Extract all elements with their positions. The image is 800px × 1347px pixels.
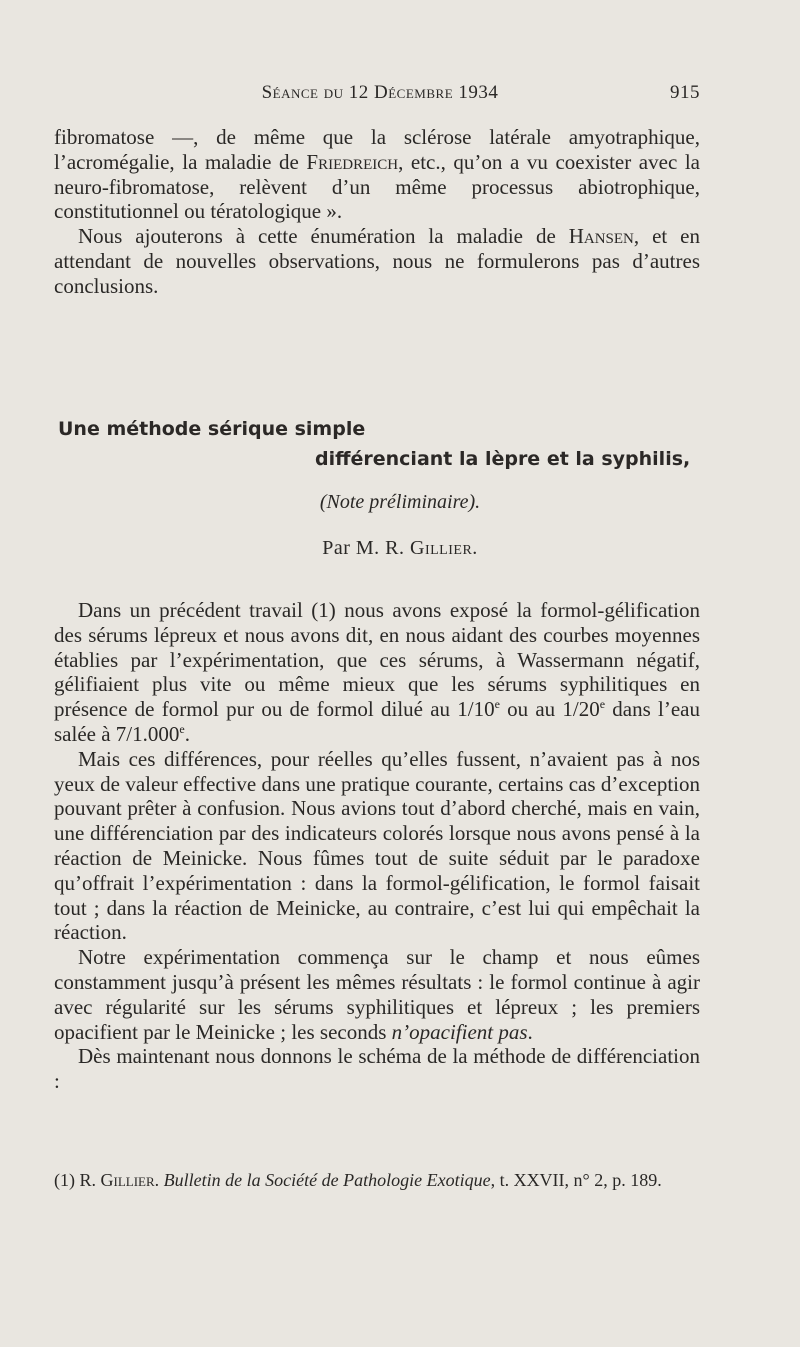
body-paragraph-4: Dès maintenant nous donnons le schéma de la méthode de différenciation : (54, 1044, 700, 1094)
body-paragraph-2: Mais ces différences, pour réelles qu’elles fussent, n’avaient pas à nos yeux de valeur effective dans une pratique courante, certains cas d’exception pouvant prêter à confusion. Nous avions tout d’abord cherché, mais en vain, une différenciation par des indicateurs colorés lorsque nous avons pensé à la réaction de Meinicke. Nous fûmes tout de suite séduit par le paradoxe qu’offrait l’expérimentation : dans la formol-gélification, le formol faisait tout ; dans la réaction de Meinicke, au contraire, c’est lui qui empêchait la réaction. (54, 746, 700, 945)
body-paragraph-1: Dans un précédent travail (1) nous avons exposé la formol-gélification des sérums lépreux et nous avons dit, en nous aidant des courbes moyennes établies par l’expérimentation, que ces sérums, à Wassermann négatif, gélifiaient plus vite ou même mieux que les sérums syphilitiques en présence de formol pur ou de formol dilué au 1/10e ou au 1/20e dans l’eau salée à 7/1.000e. (54, 598, 700, 746)
article-title-line2: différenciant la lèpre et la syphilis, (315, 448, 691, 470)
body-paragraph-3: Notre expérimentation commença sur le champ et nous eûmes constamment jusqu’à présent les mêmes résultats : le formol continue à agir avec régularité sur les sérums syphilitiques et lépreux ; les premiers opacifient par le Meinicke ; les seconds n’opacifient pas. (54, 945, 700, 1044)
name-friedreich: Friedreich (306, 149, 399, 174)
running-title: Séance du 12 Décembre 1934 (261, 82, 499, 103)
article-note: (Note préliminaire). (319, 491, 481, 513)
article-body (54, 598, 700, 1094)
author-name: Gillier. (410, 537, 478, 559)
paragraph-continuation: fibromatose —, de même que la sclérose latérale amyotraphique, l’acromégalie, la maladie de Friedreich, etc., qu’on a vu coexister avec la neuro-fibromatose, relèvent d’un même processus abiotrophique, constitutionnel ou tératologique ». (54, 125, 700, 224)
top-text (54, 125, 700, 299)
footnote: (1) R. Gillier. Bulletin de la Société de Pathologie Exotique, t. XXVII, n° 2, p. 189. (54, 1170, 662, 1190)
journal-title: Bulletin de la Société de Pathologie Exotique (163, 1170, 491, 1190)
article-byline: Par M. R. Gillier. (322, 537, 478, 559)
running-head (54, 82, 706, 110)
page-number: 915 (670, 82, 700, 103)
article-title-line1: Une méthode sérique simple (58, 418, 366, 440)
name-hansen: Hansen (568, 224, 634, 249)
paragraph-conclusion: Nous ajouterons à cette énumération la maladie de Hansen, et en attendant de nouvelles observations, nous ne formulerons pas d’autres conclusions. (54, 224, 701, 298)
